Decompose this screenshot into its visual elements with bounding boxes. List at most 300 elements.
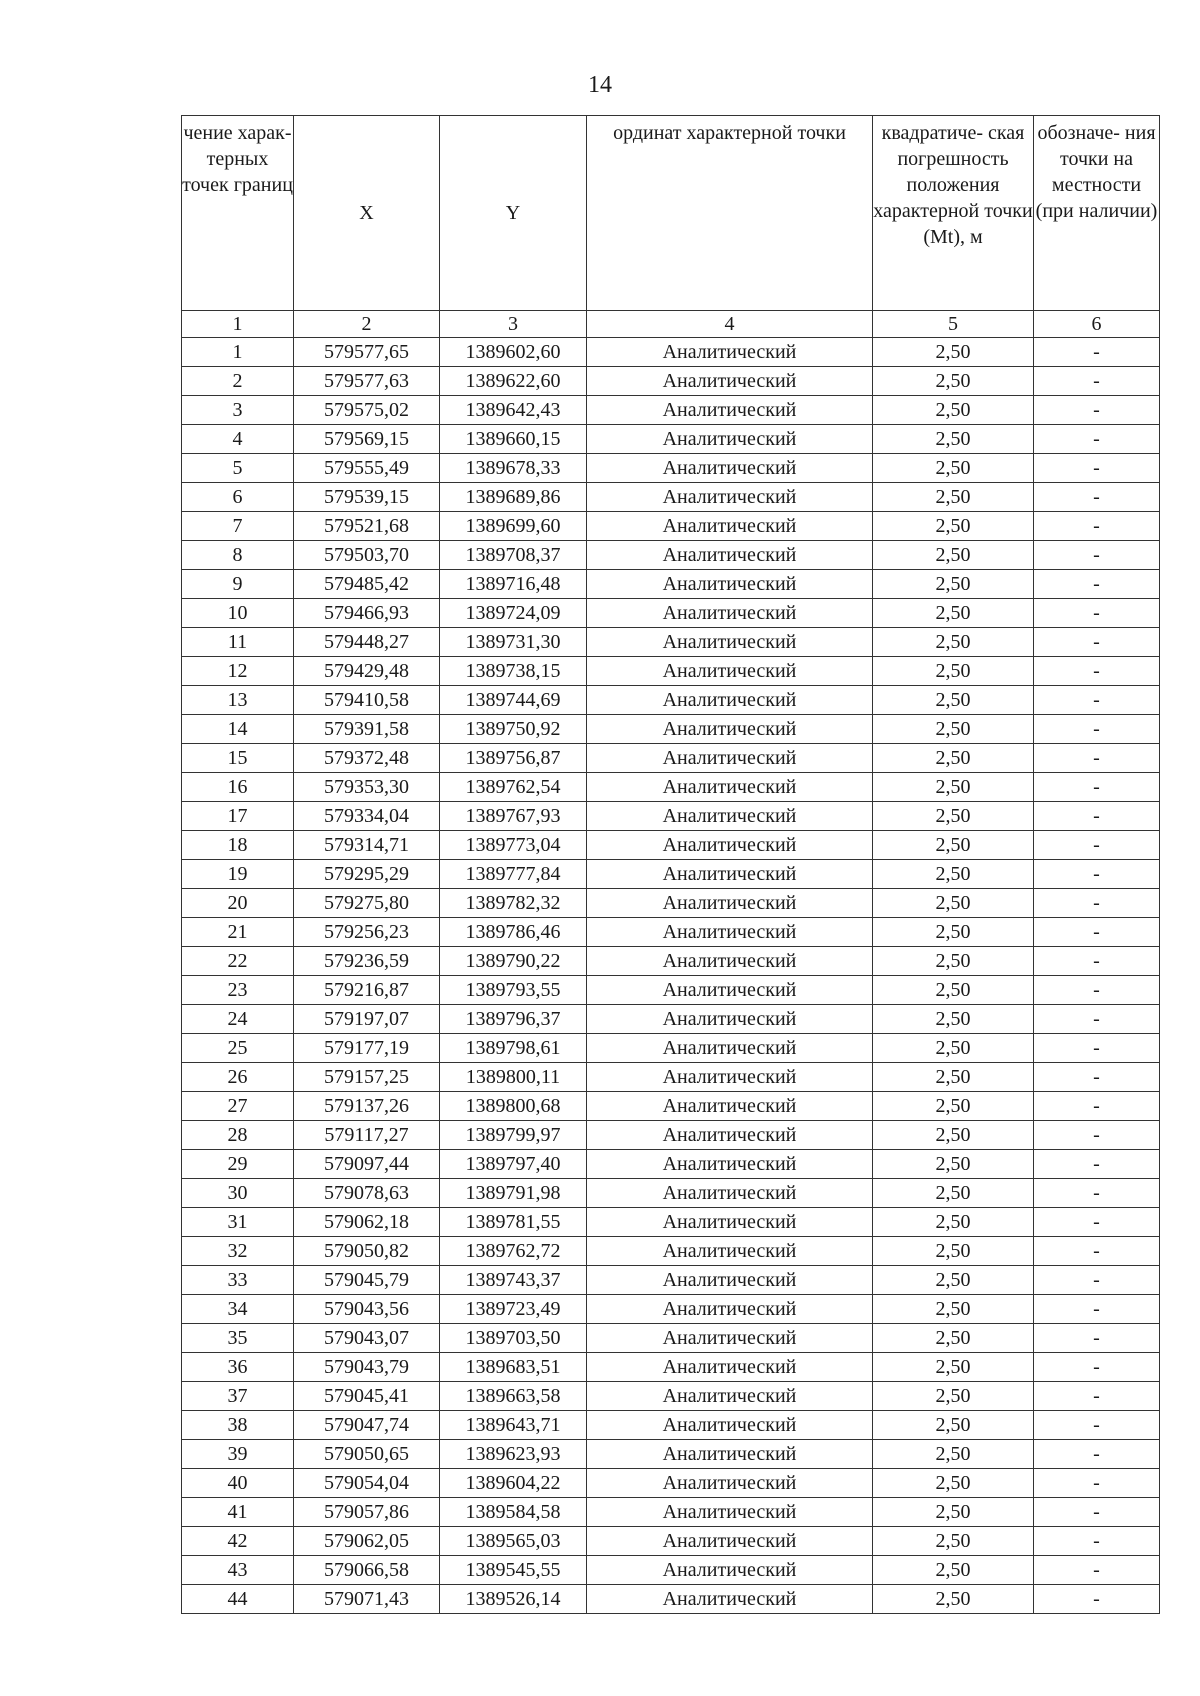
accuracy-cell: 2,50: [873, 1382, 1034, 1411]
y-cell: 1389756,87: [440, 744, 587, 773]
y-cell: 1389791,98: [440, 1179, 587, 1208]
y-cell: 1389797,40: [440, 1150, 587, 1179]
table-row: [182, 1585, 1160, 1614]
column-number: 5: [873, 311, 1034, 338]
coordinates-table: [181, 115, 1160, 1614]
point-number-cell: 12: [182, 657, 294, 686]
accuracy-cell: 2,50: [873, 1005, 1034, 1034]
point-number-cell: 19: [182, 860, 294, 889]
point-number-cell: 30: [182, 1179, 294, 1208]
designation-cell: -: [1034, 628, 1160, 657]
designation-cell: -: [1034, 425, 1160, 454]
table-row: [182, 889, 1160, 918]
accuracy-cell: 2,50: [873, 1556, 1034, 1585]
point-number-cell: 10: [182, 599, 294, 628]
method-cell: Аналитический: [587, 1063, 873, 1092]
table-row: [182, 1150, 1160, 1179]
table-body: [182, 338, 1160, 1614]
y-cell: 1389623,93: [440, 1440, 587, 1469]
accuracy-cell: 2,50: [873, 1440, 1034, 1469]
x-cell: 579043,56: [294, 1295, 440, 1324]
table-row: [182, 1469, 1160, 1498]
y-cell: 1389689,86: [440, 483, 587, 512]
method-cell: Аналитический: [587, 744, 873, 773]
x-cell: 579410,58: [294, 686, 440, 715]
point-number-cell: 17: [182, 802, 294, 831]
accuracy-cell: 2,50: [873, 715, 1034, 744]
accuracy-cell: 2,50: [873, 1179, 1034, 1208]
header-accuracy: квадратиче- ская погрешность положения характерной точки (Mt), м: [873, 116, 1034, 311]
designation-cell: -: [1034, 1266, 1160, 1295]
point-number-cell: 39: [182, 1440, 294, 1469]
point-number-cell: 25: [182, 1034, 294, 1063]
x-cell: 579062,05: [294, 1527, 440, 1556]
x-cell: 579216,87: [294, 976, 440, 1005]
table-row: [182, 1382, 1160, 1411]
method-cell: Аналитический: [587, 1034, 873, 1063]
table-row: [182, 686, 1160, 715]
y-cell: 1389565,03: [440, 1527, 587, 1556]
method-cell: Аналитический: [587, 396, 873, 425]
designation-cell: -: [1034, 338, 1160, 367]
accuracy-cell: 2,50: [873, 889, 1034, 918]
y-cell: 1389796,37: [440, 1005, 587, 1034]
x-cell: 579043,07: [294, 1324, 440, 1353]
accuracy-cell: 2,50: [873, 947, 1034, 976]
accuracy-cell: 2,50: [873, 1150, 1034, 1179]
table-row: [182, 1237, 1160, 1266]
table-row: [182, 483, 1160, 512]
accuracy-cell: 2,50: [873, 976, 1034, 1005]
x-cell: 579575,02: [294, 396, 440, 425]
table-row: [182, 512, 1160, 541]
accuracy-cell: 2,50: [873, 1585, 1034, 1614]
accuracy-cell: 2,50: [873, 599, 1034, 628]
y-cell: 1389703,50: [440, 1324, 587, 1353]
accuracy-cell: 2,50: [873, 686, 1034, 715]
y-cell: 1389786,46: [440, 918, 587, 947]
accuracy-cell: 2,50: [873, 1034, 1034, 1063]
y-cell: 1389782,32: [440, 889, 587, 918]
x-cell: 579078,63: [294, 1179, 440, 1208]
designation-cell: -: [1034, 1411, 1160, 1440]
accuracy-cell: 2,50: [873, 1295, 1034, 1324]
point-number-cell: 28: [182, 1121, 294, 1150]
column-number: 1: [182, 311, 294, 338]
method-cell: Аналитический: [587, 1295, 873, 1324]
point-number-cell: 21: [182, 918, 294, 947]
designation-cell: -: [1034, 1005, 1160, 1034]
y-cell: 1389716,48: [440, 570, 587, 599]
header-x: X: [294, 116, 440, 311]
designation-cell: -: [1034, 1527, 1160, 1556]
point-number-cell: 33: [182, 1266, 294, 1295]
designation-cell: -: [1034, 744, 1160, 773]
accuracy-cell: 2,50: [873, 1266, 1034, 1295]
x-cell: 579353,30: [294, 773, 440, 802]
method-cell: Аналитический: [587, 367, 873, 396]
x-cell: 579466,93: [294, 599, 440, 628]
method-cell: Аналитический: [587, 1382, 873, 1411]
table-row: [182, 1034, 1160, 1063]
method-cell: Аналитический: [587, 1498, 873, 1527]
x-cell: 579071,43: [294, 1585, 440, 1614]
x-cell: 579372,48: [294, 744, 440, 773]
y-cell: 1389724,09: [440, 599, 587, 628]
y-cell: 1389781,55: [440, 1208, 587, 1237]
method-cell: Аналитический: [587, 947, 873, 976]
x-cell: 579256,23: [294, 918, 440, 947]
point-number-cell: 22: [182, 947, 294, 976]
point-number-cell: 5: [182, 454, 294, 483]
y-cell: 1389584,58: [440, 1498, 587, 1527]
x-cell: 579045,79: [294, 1266, 440, 1295]
table-row: [182, 1498, 1160, 1527]
y-cell: 1389622,60: [440, 367, 587, 396]
designation-cell: -: [1034, 541, 1160, 570]
table-row: [182, 425, 1160, 454]
header-row: [182, 116, 1160, 311]
designation-cell: -: [1034, 1237, 1160, 1266]
table-row: [182, 1440, 1160, 1469]
point-number-cell: 44: [182, 1585, 294, 1614]
designation-cell: -: [1034, 657, 1160, 686]
page-number: 14: [588, 72, 612, 98]
point-number-cell: 29: [182, 1150, 294, 1179]
method-cell: Аналитический: [587, 483, 873, 512]
method-cell: Аналитический: [587, 918, 873, 947]
accuracy-cell: 2,50: [873, 1237, 1034, 1266]
point-number-cell: 36: [182, 1353, 294, 1382]
x-cell: 579197,07: [294, 1005, 440, 1034]
accuracy-cell: 2,50: [873, 918, 1034, 947]
designation-cell: -: [1034, 686, 1160, 715]
designation-cell: -: [1034, 802, 1160, 831]
designation-cell: -: [1034, 1150, 1160, 1179]
method-cell: Аналитический: [587, 1585, 873, 1614]
x-cell: 579275,80: [294, 889, 440, 918]
designation-cell: -: [1034, 454, 1160, 483]
point-number-cell: 9: [182, 570, 294, 599]
x-cell: 579050,65: [294, 1440, 440, 1469]
designation-cell: -: [1034, 715, 1160, 744]
table-row: [182, 1208, 1160, 1237]
y-cell: 1389790,22: [440, 947, 587, 976]
designation-cell: -: [1034, 1324, 1160, 1353]
accuracy-cell: 2,50: [873, 831, 1034, 860]
table-row: [182, 1353, 1160, 1382]
designation-cell: -: [1034, 976, 1160, 1005]
column-number-row: [182, 311, 1160, 338]
table-row: [182, 1411, 1160, 1440]
point-number-cell: 3: [182, 396, 294, 425]
table-row: [182, 628, 1160, 657]
accuracy-cell: 2,50: [873, 454, 1034, 483]
method-cell: Аналитический: [587, 541, 873, 570]
y-cell: 1389660,15: [440, 425, 587, 454]
x-cell: 579429,48: [294, 657, 440, 686]
y-cell: 1389678,33: [440, 454, 587, 483]
table-row: [182, 1324, 1160, 1353]
x-cell: 579577,63: [294, 367, 440, 396]
accuracy-cell: 2,50: [873, 1353, 1034, 1382]
accuracy-cell: 2,50: [873, 860, 1034, 889]
point-number-cell: 7: [182, 512, 294, 541]
point-number-cell: 13: [182, 686, 294, 715]
y-cell: 1389767,93: [440, 802, 587, 831]
point-number-cell: 6: [182, 483, 294, 512]
table-row: [182, 1527, 1160, 1556]
header-method: ординат характерной точки: [587, 116, 873, 311]
point-number-cell: 11: [182, 628, 294, 657]
x-cell: 579539,15: [294, 483, 440, 512]
method-cell: Аналитический: [587, 1237, 873, 1266]
y-cell: 1389777,84: [440, 860, 587, 889]
designation-cell: -: [1034, 483, 1160, 512]
method-cell: Аналитический: [587, 1150, 873, 1179]
designation-cell: -: [1034, 1121, 1160, 1150]
method-cell: Аналитический: [587, 773, 873, 802]
table-header: [182, 116, 1160, 338]
accuracy-cell: 2,50: [873, 1324, 1034, 1353]
y-cell: 1389663,58: [440, 1382, 587, 1411]
point-number-cell: 32: [182, 1237, 294, 1266]
table-row: [182, 338, 1160, 367]
accuracy-cell: 2,50: [873, 628, 1034, 657]
accuracy-cell: 2,50: [873, 744, 1034, 773]
y-cell: 1389642,43: [440, 396, 587, 425]
accuracy-cell: 2,50: [873, 1527, 1034, 1556]
header-designation: обозначе- ния точки на местности (при наличии): [1034, 116, 1160, 311]
point-number-cell: 27: [182, 1092, 294, 1121]
method-cell: Аналитический: [587, 1121, 873, 1150]
y-cell: 1389526,14: [440, 1585, 587, 1614]
designation-cell: -: [1034, 1382, 1160, 1411]
method-cell: Аналитический: [587, 1266, 873, 1295]
accuracy-cell: 2,50: [873, 1063, 1034, 1092]
method-cell: Аналитический: [587, 889, 873, 918]
x-cell: 579045,41: [294, 1382, 440, 1411]
y-cell: 1389750,92: [440, 715, 587, 744]
accuracy-cell: 2,50: [873, 657, 1034, 686]
x-cell: 579577,65: [294, 338, 440, 367]
header-y: Y: [440, 116, 587, 311]
method-cell: Аналитический: [587, 1469, 873, 1498]
table-row: [182, 918, 1160, 947]
x-cell: 579062,18: [294, 1208, 440, 1237]
accuracy-cell: 2,50: [873, 1469, 1034, 1498]
table-row: [182, 1556, 1160, 1585]
point-number-cell: 34: [182, 1295, 294, 1324]
designation-cell: -: [1034, 1179, 1160, 1208]
method-cell: Аналитический: [587, 976, 873, 1005]
point-number-cell: 14: [182, 715, 294, 744]
point-number-cell: 35: [182, 1324, 294, 1353]
x-cell: 579521,68: [294, 512, 440, 541]
method-cell: Аналитический: [587, 512, 873, 541]
table-row: [182, 396, 1160, 425]
designation-cell: -: [1034, 947, 1160, 976]
method-cell: Аналитический: [587, 338, 873, 367]
y-cell: 1389793,55: [440, 976, 587, 1005]
accuracy-cell: 2,50: [873, 1092, 1034, 1121]
table-row: [182, 570, 1160, 599]
y-cell: 1389708,37: [440, 541, 587, 570]
point-number-cell: 8: [182, 541, 294, 570]
x-cell: 579503,70: [294, 541, 440, 570]
designation-cell: -: [1034, 1208, 1160, 1237]
designation-cell: -: [1034, 599, 1160, 628]
x-cell: 579448,27: [294, 628, 440, 657]
method-cell: Аналитический: [587, 1179, 873, 1208]
designation-cell: -: [1034, 1585, 1160, 1614]
designation-cell: -: [1034, 1353, 1160, 1382]
designation-cell: -: [1034, 1469, 1160, 1498]
x-cell: 579043,79: [294, 1353, 440, 1382]
point-number-cell: 43: [182, 1556, 294, 1585]
table-row: [182, 1121, 1160, 1150]
x-cell: 579177,19: [294, 1034, 440, 1063]
accuracy-cell: 2,50: [873, 425, 1034, 454]
designation-cell: -: [1034, 1063, 1160, 1092]
designation-cell: -: [1034, 396, 1160, 425]
accuracy-cell: 2,50: [873, 1498, 1034, 1527]
y-cell: 1389799,97: [440, 1121, 587, 1150]
method-cell: Аналитический: [587, 425, 873, 454]
point-number-cell: 38: [182, 1411, 294, 1440]
table-row: [182, 831, 1160, 860]
designation-cell: -: [1034, 831, 1160, 860]
table-row: [182, 367, 1160, 396]
point-number-cell: 37: [182, 1382, 294, 1411]
column-number: 2: [294, 311, 440, 338]
table-row: [182, 773, 1160, 802]
y-cell: 1389738,15: [440, 657, 587, 686]
x-cell: 579157,25: [294, 1063, 440, 1092]
point-number-cell: 23: [182, 976, 294, 1005]
y-cell: 1389743,37: [440, 1266, 587, 1295]
designation-cell: -: [1034, 1295, 1160, 1324]
y-cell: 1389683,51: [440, 1353, 587, 1382]
designation-cell: -: [1034, 918, 1160, 947]
accuracy-cell: 2,50: [873, 1208, 1034, 1237]
method-cell: Аналитический: [587, 1005, 873, 1034]
method-cell: Аналитический: [587, 599, 873, 628]
method-cell: Аналитический: [587, 628, 873, 657]
accuracy-cell: 2,50: [873, 802, 1034, 831]
designation-cell: -: [1034, 1034, 1160, 1063]
x-cell: 579050,82: [294, 1237, 440, 1266]
method-cell: Аналитический: [587, 1353, 873, 1382]
point-number-cell: 31: [182, 1208, 294, 1237]
column-number: 4: [587, 311, 873, 338]
method-cell: Аналитический: [587, 454, 873, 483]
x-cell: 579391,58: [294, 715, 440, 744]
x-cell: 579295,29: [294, 860, 440, 889]
point-number-cell: 2: [182, 367, 294, 396]
column-number: 6: [1034, 311, 1160, 338]
point-number-cell: 40: [182, 1469, 294, 1498]
x-cell: 579569,15: [294, 425, 440, 454]
column-number: 3: [440, 311, 587, 338]
x-cell: 579066,58: [294, 1556, 440, 1585]
accuracy-cell: 2,50: [873, 773, 1034, 802]
method-cell: Аналитический: [587, 1527, 873, 1556]
y-cell: 1389800,68: [440, 1092, 587, 1121]
designation-cell: -: [1034, 860, 1160, 889]
table-row: [182, 1092, 1160, 1121]
method-cell: Аналитический: [587, 1324, 873, 1353]
point-number-cell: 15: [182, 744, 294, 773]
x-cell: 579485,42: [294, 570, 440, 599]
accuracy-cell: 2,50: [873, 483, 1034, 512]
method-cell: Аналитический: [587, 831, 873, 860]
designation-cell: -: [1034, 1092, 1160, 1121]
accuracy-cell: 2,50: [873, 541, 1034, 570]
table-row: [182, 1005, 1160, 1034]
point-number-cell: 18: [182, 831, 294, 860]
table-row: [182, 947, 1160, 976]
designation-cell: -: [1034, 1440, 1160, 1469]
table-row: [182, 1266, 1160, 1295]
designation-cell: -: [1034, 570, 1160, 599]
accuracy-cell: 2,50: [873, 396, 1034, 425]
method-cell: Аналитический: [587, 686, 873, 715]
method-cell: Аналитический: [587, 1092, 873, 1121]
method-cell: Аналитический: [587, 1556, 873, 1585]
table-row: [182, 1295, 1160, 1324]
y-cell: 1389744,69: [440, 686, 587, 715]
designation-cell: -: [1034, 889, 1160, 918]
table-row: [182, 976, 1160, 1005]
method-cell: Аналитический: [587, 715, 873, 744]
point-number-cell: 42: [182, 1527, 294, 1556]
point-number-cell: 16: [182, 773, 294, 802]
header-point-number: чение харак- терных точек границ: [182, 116, 294, 311]
method-cell: Аналитический: [587, 860, 873, 889]
table-row: [182, 1063, 1160, 1092]
y-cell: 1389699,60: [440, 512, 587, 541]
designation-cell: -: [1034, 773, 1160, 802]
x-cell: 579057,86: [294, 1498, 440, 1527]
designation-cell: -: [1034, 1556, 1160, 1585]
accuracy-cell: 2,50: [873, 338, 1034, 367]
y-cell: 1389773,04: [440, 831, 587, 860]
table-row: [182, 802, 1160, 831]
point-number-cell: 41: [182, 1498, 294, 1527]
designation-cell: -: [1034, 1498, 1160, 1527]
y-cell: 1389762,72: [440, 1237, 587, 1266]
y-cell: 1389545,55: [440, 1556, 587, 1585]
y-cell: 1389798,61: [440, 1034, 587, 1063]
y-cell: 1389723,49: [440, 1295, 587, 1324]
point-number-cell: 4: [182, 425, 294, 454]
method-cell: Аналитический: [587, 570, 873, 599]
designation-cell: -: [1034, 512, 1160, 541]
y-cell: 1389731,30: [440, 628, 587, 657]
method-cell: Аналитический: [587, 1440, 873, 1469]
accuracy-cell: 2,50: [873, 570, 1034, 599]
accuracy-cell: 2,50: [873, 367, 1034, 396]
point-number-cell: 24: [182, 1005, 294, 1034]
table-row: [182, 657, 1160, 686]
table-row: [182, 1179, 1160, 1208]
table-row: [182, 454, 1160, 483]
table-row: [182, 860, 1160, 889]
accuracy-cell: 2,50: [873, 1121, 1034, 1150]
y-cell: 1389602,60: [440, 338, 587, 367]
point-number-cell: 26: [182, 1063, 294, 1092]
